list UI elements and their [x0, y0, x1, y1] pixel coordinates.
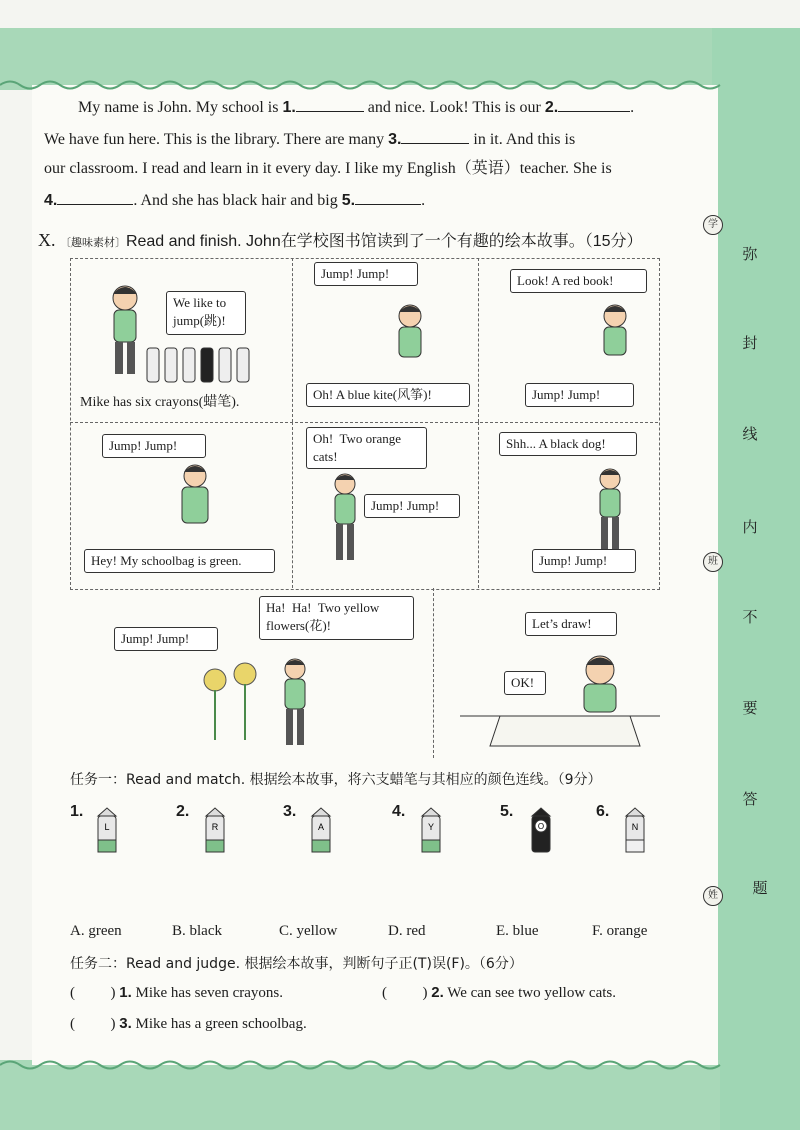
task1-number-6: 6.	[596, 803, 610, 820]
p1-bubble: We like to jump(跳)!	[166, 291, 246, 335]
boy-figure-1	[100, 280, 150, 380]
margin-mark-3: 姓	[703, 886, 723, 906]
p6-caption: Jump! Jump!	[532, 549, 636, 573]
task1-number-5: 5.	[500, 803, 514, 820]
margin-char-5: 不	[742, 608, 758, 626]
margin-mark-1: 学	[703, 215, 723, 235]
p8-bubble-2: OK!	[504, 671, 546, 695]
crayon-2[interactable]	[200, 808, 230, 856]
crayon-2-letter: R	[211, 822, 219, 832]
blank-4[interactable]	[57, 190, 133, 205]
blank-1[interactable]	[296, 97, 364, 112]
crayon-5-letter: O	[537, 822, 545, 831]
p3-caption: Jump! Jump!	[525, 383, 634, 407]
p3-bubble: Look! A red book!	[510, 269, 647, 293]
drawing-table	[460, 650, 660, 750]
p4-caption: Hey! My schoolbag is green.	[84, 549, 275, 573]
option-c[interactable]: C. yellow	[279, 923, 338, 939]
option-f[interactable]: F. orange	[592, 923, 648, 939]
margin-mark-2: 班	[703, 552, 723, 572]
blank-5[interactable]	[355, 190, 421, 205]
judge-item-1: ( ) 1. Mike has seven crayons.	[70, 984, 283, 1001]
yellow-flowers	[200, 660, 260, 750]
p2-bubble: Jump! Jump!	[314, 262, 418, 286]
blank-3[interactable]	[401, 129, 469, 144]
side-margin	[712, 28, 800, 1130]
crayon-3[interactable]	[306, 808, 336, 856]
boy-figure-3	[590, 300, 640, 360]
p6-bubble: Shh... A black dog!	[499, 432, 637, 456]
passage-line-4: 4. . And she has black hair and big 5. .	[44, 192, 426, 209]
crayon-5[interactable]	[526, 808, 556, 856]
option-e[interactable]: E. blue	[496, 923, 539, 939]
task2-title: 任务二：Read and judge. 根据绘本故事，判断句子正(T)误(F)。（6分）	[70, 956, 523, 972]
p8-bubble-1: Let’s draw!	[525, 612, 617, 636]
p1-caption: Mike has six crayons(蜡笔).	[80, 395, 240, 410]
option-d[interactable]: D. red	[388, 923, 426, 939]
passage-line-3: our classroom. I read and learn in it every day. I like my English（英语）teacher. She is	[44, 160, 612, 177]
crayon-6-letter: N	[631, 822, 639, 832]
section-heading: X. 〔趣味素材〕Read and finish. John在学校图书馆读到了一个有趣的绘本故事。（15分）	[38, 230, 643, 250]
crayon-6[interactable]	[620, 808, 650, 856]
crayon-1[interactable]	[92, 808, 122, 856]
boy-figure-2	[385, 300, 435, 390]
judge-item-3: ( ) 3. Mike has a green schoolbag.	[70, 1015, 307, 1032]
p7-bubble-2: Ha! Ha! Two yellow flowers(花)!	[259, 596, 414, 640]
p7-bubble-1: Jump! Jump!	[114, 627, 218, 651]
boy-figure-5	[325, 470, 365, 565]
margin-char-1: 弥	[742, 245, 758, 263]
passage-line-2: We have fun here. This is the library. There are many 3. in it. And this is	[44, 131, 576, 148]
option-a[interactable]: A. green	[70, 923, 122, 939]
comic-grid	[70, 258, 660, 590]
bottom-wave	[0, 1058, 720, 1072]
p4-bubble: Jump! Jump!	[102, 434, 206, 458]
top-wave	[0, 78, 720, 92]
option-b[interactable]: B. black	[172, 923, 222, 939]
task1-number-3: 3.	[283, 803, 297, 820]
judge-item-2: ( ) 2. We can see two yellow cats.	[382, 984, 616, 1001]
margin-char-8: 题	[752, 879, 768, 897]
crayon-1-letter: L	[104, 822, 110, 832]
p5-bubble-2: Jump! Jump!	[364, 494, 460, 518]
boy-figure-7	[275, 655, 315, 750]
six-crayons-group	[145, 348, 255, 388]
crayon-4-letter: Y	[427, 822, 435, 832]
margin-char-3: 线	[742, 425, 758, 443]
boy-figure-4	[170, 460, 220, 530]
task1-number-2: 2.	[176, 803, 190, 820]
task1-title: 任务一：Read and match. 根据绘本故事，将六支蜡笔与其相应的颜色连线。（9分）	[70, 772, 602, 788]
crayon-3-letter: A	[317, 822, 325, 832]
margin-char-2: 封	[742, 334, 758, 352]
margin-char-6: 要	[742, 699, 758, 717]
p2-caption: Oh! A blue kite(风筝)!	[306, 383, 470, 407]
passage-line-1: My name is John. My school is 1. and nice. Look! This is our 2. .	[78, 99, 635, 116]
blank-2[interactable]	[558, 97, 630, 112]
task1-number-4: 4.	[392, 803, 406, 820]
boy-figure-6	[590, 465, 630, 555]
margin-char-7: 答	[742, 790, 758, 808]
crayon-4[interactable]	[416, 808, 446, 856]
p5-bubble-1: Oh! Two orange cats!	[306, 427, 427, 469]
task1-number-1: 1.	[70, 803, 84, 820]
margin-char-4: 内	[742, 518, 758, 536]
